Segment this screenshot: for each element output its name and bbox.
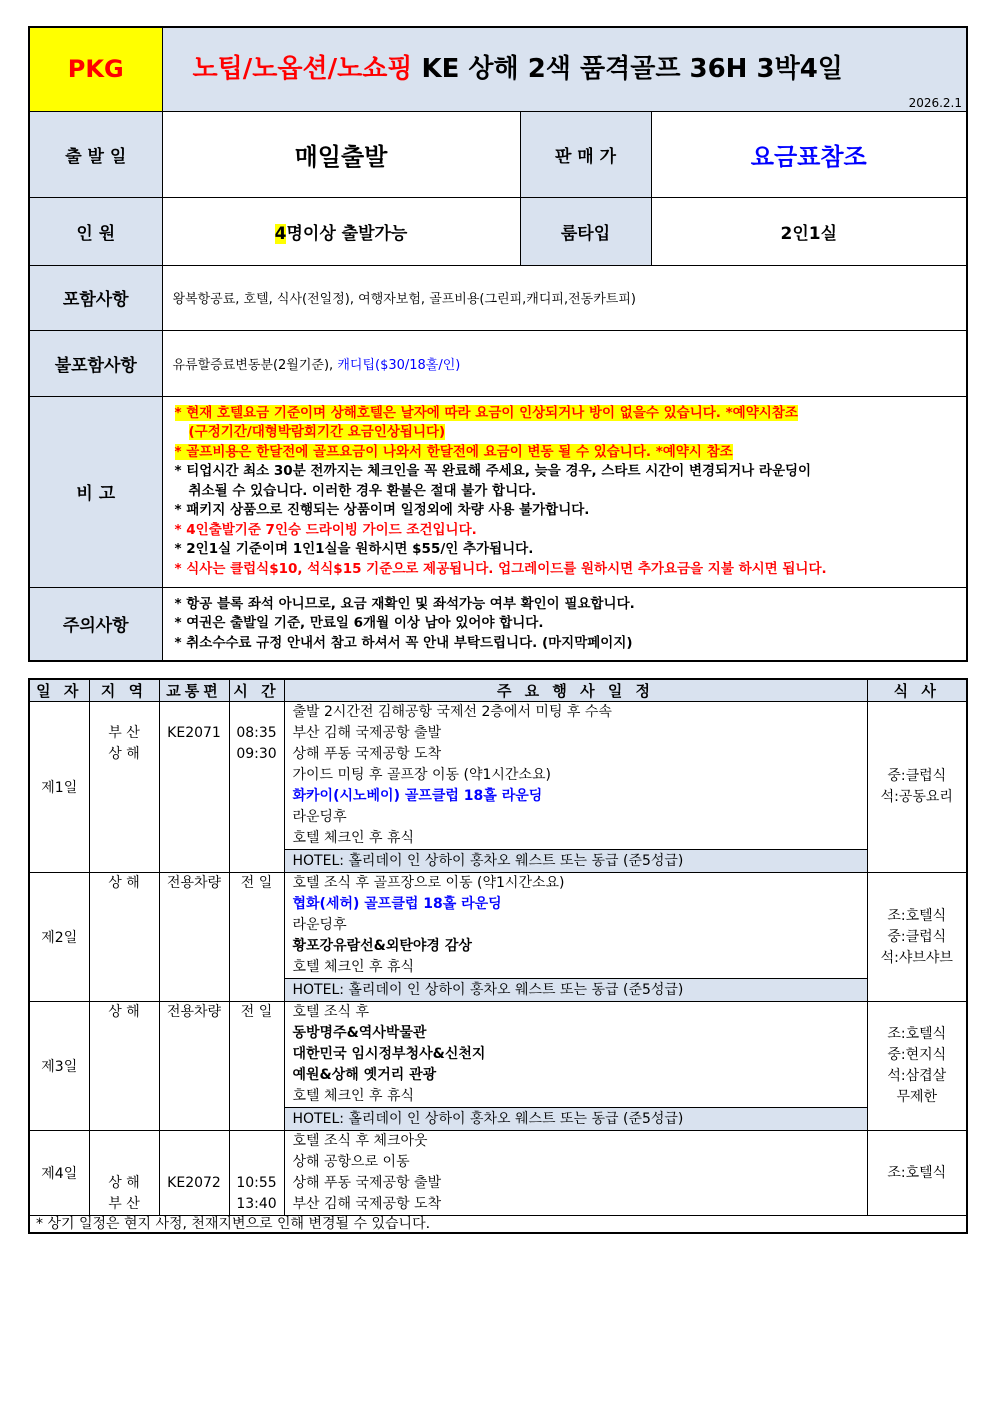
sightseeing-line: 대한민국 임시정부청사&신천지 bbox=[292, 1046, 486, 1062]
activity-cell bbox=[284, 873, 867, 1002]
header-date: 일 자 bbox=[29, 679, 89, 702]
pax-label: 인 원 bbox=[29, 197, 162, 265]
activity-line: 호텔 조식 후 체크아웃 bbox=[292, 1133, 428, 1149]
activity-cell bbox=[284, 702, 867, 873]
page-title bbox=[162, 27, 967, 111]
flight-number: KE2072 bbox=[167, 1175, 221, 1191]
region-cell bbox=[89, 702, 159, 873]
time-cell bbox=[229, 1131, 284, 1216]
activity-line: 상해 푸동 국제공항 출발 bbox=[292, 1175, 442, 1191]
day-label: 제1일 bbox=[29, 702, 89, 873]
remarks-label: 비 고 bbox=[29, 396, 162, 587]
meal-cell bbox=[867, 1002, 967, 1131]
meal-breakfast: 조:호텔식 bbox=[887, 907, 947, 924]
region-shanghai: 상 해 bbox=[108, 746, 140, 762]
meal-cell bbox=[867, 873, 967, 1002]
remarks-list bbox=[162, 396, 967, 587]
golf-round: 화카이(시노베이) 골프클럽 18홀 라운딩 bbox=[292, 788, 543, 804]
meal-lunch: 중:클럽식 bbox=[887, 928, 947, 945]
depart-time: 08:35 bbox=[236, 725, 277, 741]
region-busan: 부 산 bbox=[108, 725, 140, 741]
activity-line: 상해 푸동 국제공항 도착 bbox=[292, 746, 442, 762]
pkg-label: PKG bbox=[29, 27, 162, 111]
transport-cell: 전용차량 bbox=[159, 1002, 229, 1131]
day-label: 제4일 bbox=[29, 1131, 89, 1216]
caution-3: * 취소수수료 규정 안내서 참고 하셔서 꼭 안내 부탁드립니다. (마지막페이지) bbox=[174, 634, 633, 651]
activity-line: 부산 김해 국제공항 도착 bbox=[292, 1196, 442, 1212]
meal-dinner: 석:샤브샤브 bbox=[880, 949, 953, 966]
caution-2: * 여권은 출발일 기준, 만료일 6개월 이상 남아 있어야 합니다. bbox=[174, 615, 544, 631]
header-region: 지 역 bbox=[89, 679, 159, 702]
day-row bbox=[29, 1002, 967, 1131]
title-no-tip: 노팁/노옵션/노쇼핑 bbox=[192, 54, 413, 84]
sightseeing-line: 예원&상해 옛거리 관광 bbox=[292, 1067, 437, 1083]
remark-3: * 티업시간 최소 30분 전까지는 체크인을 꼭 완료해 주세요, 늦을 경우, 스타트 시간이 변경되거나 라운딩이 bbox=[174, 463, 812, 480]
meal-lunch: 중:클럽식 bbox=[887, 768, 947, 784]
room-label: 룸타입 bbox=[520, 197, 651, 265]
included-label: 포함사항 bbox=[29, 265, 162, 330]
day-row bbox=[29, 873, 967, 1002]
activity-line: 부산 김해 국제공항 출발 bbox=[292, 725, 442, 741]
meal-dinner-note: 무제한 bbox=[896, 1089, 938, 1105]
header-meals: 식 사 bbox=[867, 679, 967, 702]
activity-cell bbox=[284, 1131, 867, 1216]
remark-2: * 골프비용은 한달전에 골프요금이 나와서 한달전에 요금이 변동 될 수 있습니다. *예약시 참조 bbox=[174, 443, 733, 460]
header-schedule: 주 요 행 사 일 정 bbox=[284, 679, 867, 702]
meal-breakfast: 조:호텔식 bbox=[887, 1164, 947, 1181]
arrive-time: 09:30 bbox=[236, 746, 277, 762]
region-busan: 부 산 bbox=[108, 1196, 140, 1212]
region-cell bbox=[89, 1131, 159, 1216]
excluded-fuel: 유류할증료변동분(2월기준), bbox=[172, 357, 338, 373]
hotel-info: HOTEL: 홀리데이 인 상하이 홍차오 웨스트 또는 동급 (준5성급) bbox=[285, 978, 868, 1001]
activity-line: 상해 공항으로 이동 bbox=[292, 1154, 410, 1170]
activity-line: 라운딩후 bbox=[292, 917, 347, 933]
meal-dinner: 석:삼겹살 bbox=[887, 1068, 947, 1084]
transport-cell bbox=[159, 702, 229, 873]
meal-dinner: 석:공동요리 bbox=[880, 789, 953, 805]
caution-list bbox=[162, 587, 967, 661]
remark-6: * 2인1실 기준이며 1인1실을 원하시면 $55/인 추가됩니다. bbox=[174, 541, 534, 558]
caution-1: * 항공 블록 좌석 아니므로, 요금 재확인 및 좌석가능 여부 확인이 필요합니다. bbox=[174, 595, 635, 612]
sightseeing-line: 동방명주&역사박물관 bbox=[292, 1025, 427, 1041]
flight-number: KE2071 bbox=[167, 725, 221, 741]
room-value: 2인1실 bbox=[651, 197, 967, 265]
excluded-label: 불포함사항 bbox=[29, 330, 162, 396]
title-product: KE 상해 2색 품격골프 36H 3박4일 bbox=[412, 54, 843, 84]
day-row bbox=[29, 702, 967, 873]
header-transport: 교통편 bbox=[159, 679, 229, 702]
transport-cell: 전용차량 bbox=[159, 873, 229, 1002]
header-time: 시 간 bbox=[229, 679, 284, 702]
activity-line: 호텔 체크인 후 휴식 bbox=[292, 959, 415, 975]
activity-line: 가이드 미팅 후 골프장 이동 (약1시간소요) bbox=[292, 767, 551, 783]
time-cell: 전 일 bbox=[229, 873, 284, 1002]
excluded-value bbox=[162, 330, 967, 396]
region-shanghai: 상 해 bbox=[108, 1175, 140, 1191]
depart-time: 10:55 bbox=[236, 1175, 277, 1191]
sightseeing-line: 황포강유람선&외탄야경 감상 bbox=[292, 938, 472, 954]
region-cell: 상 해 bbox=[89, 873, 159, 1002]
pax-value bbox=[162, 197, 520, 265]
depart-label: 출 발 일 bbox=[29, 111, 162, 197]
depart-value: 매일출발 bbox=[162, 111, 520, 197]
remark-1: * 현재 호텔요금 기준이며 상해호텔은 날자에 따라 요금이 인상되거나 방이 없을수 있습니다. *예약시참조 bbox=[174, 404, 798, 421]
meal-cell bbox=[867, 1131, 967, 1216]
activity-line: 라운딩후 bbox=[292, 809, 347, 825]
excluded-caddie-tip: 캐디팁($30/18홀/인) bbox=[337, 357, 461, 373]
price-label: 판 매 가 bbox=[520, 111, 651, 197]
remark-1b: (구정기간/대형박람회기간 요금인상됩니다) bbox=[188, 424, 446, 441]
transport-cell bbox=[159, 1131, 229, 1216]
pax-text: 명이상 출발가능 bbox=[286, 223, 408, 244]
package-info-table bbox=[28, 26, 968, 662]
meal-cell bbox=[867, 702, 967, 873]
hotel-info: HOTEL: 홀리데이 인 상하이 홍차오 웨스트 또는 동급 (준5성급) bbox=[285, 849, 868, 872]
package-sheet bbox=[28, 26, 968, 1234]
included-value: 왕복항공료, 호텔, 식사(전일정), 여행자보험, 골프비용(그린피,캐디피,전동카트피) bbox=[162, 265, 967, 330]
pax-number: 4 bbox=[274, 223, 287, 244]
meal-lunch: 중:현지식 bbox=[887, 1047, 947, 1063]
day-label: 제3일 bbox=[29, 1002, 89, 1131]
time-cell bbox=[229, 702, 284, 873]
time-cell: 전 일 bbox=[229, 1002, 284, 1131]
hotel-info: HOTEL: 홀리데이 인 상하이 홍차오 웨스트 또는 동급 (준5성급) bbox=[285, 1107, 868, 1130]
day-row bbox=[29, 1131, 967, 1216]
remark-4: * 패키지 상품으로 진행되는 상품이며 일정외에 차량 사용 불가합니다. bbox=[174, 502, 590, 519]
remark-7: * 식사는 클럽식$10, 석식$15 기준으로 제공됩니다. 업그레이드를 원하시면 추가요금을 지불 하시면 됩니다. bbox=[174, 560, 827, 577]
meal-breakfast: 조:호텔식 bbox=[887, 1026, 947, 1042]
itinerary-table bbox=[28, 678, 968, 1234]
itinerary-footnote: * 상기 일정은 현지 사정, 천재지변으로 인해 변경될 수 있습니다. bbox=[29, 1216, 967, 1234]
document-date: 2026.2.1 bbox=[908, 95, 962, 110]
caution-label: 주의사항 bbox=[29, 587, 162, 661]
golf-round: 협화(세허) 골프클럽 18홀 라운딩 bbox=[292, 896, 502, 912]
remark-3b: 취소될 수 있습니다. 이러한 경우 환불은 절대 불가 합니다. bbox=[188, 482, 537, 499]
region-cell: 상 해 bbox=[89, 1002, 159, 1131]
arrive-time: 13:40 bbox=[236, 1196, 277, 1212]
price-value: 요금표참조 bbox=[651, 111, 967, 197]
activity-line: 호텔 체크인 후 휴식 bbox=[292, 830, 415, 846]
activity-line: 호텔 체크인 후 휴식 bbox=[292, 1088, 415, 1104]
activity-line: 호텔 조식 후 골프장으로 이동 (약1시간소요) bbox=[292, 875, 565, 891]
remark-5: * 4인출발기준 7인승 드라이빙 가이드 조건입니다. bbox=[174, 521, 477, 538]
activity-cell bbox=[284, 1002, 867, 1131]
activity-line: 호텔 조식 후 bbox=[292, 1004, 370, 1020]
activity-line: 출발 2시간전 김해공항 국제선 2층에서 미팅 후 수속 bbox=[292, 704, 612, 720]
day-label: 제2일 bbox=[29, 873, 89, 1002]
